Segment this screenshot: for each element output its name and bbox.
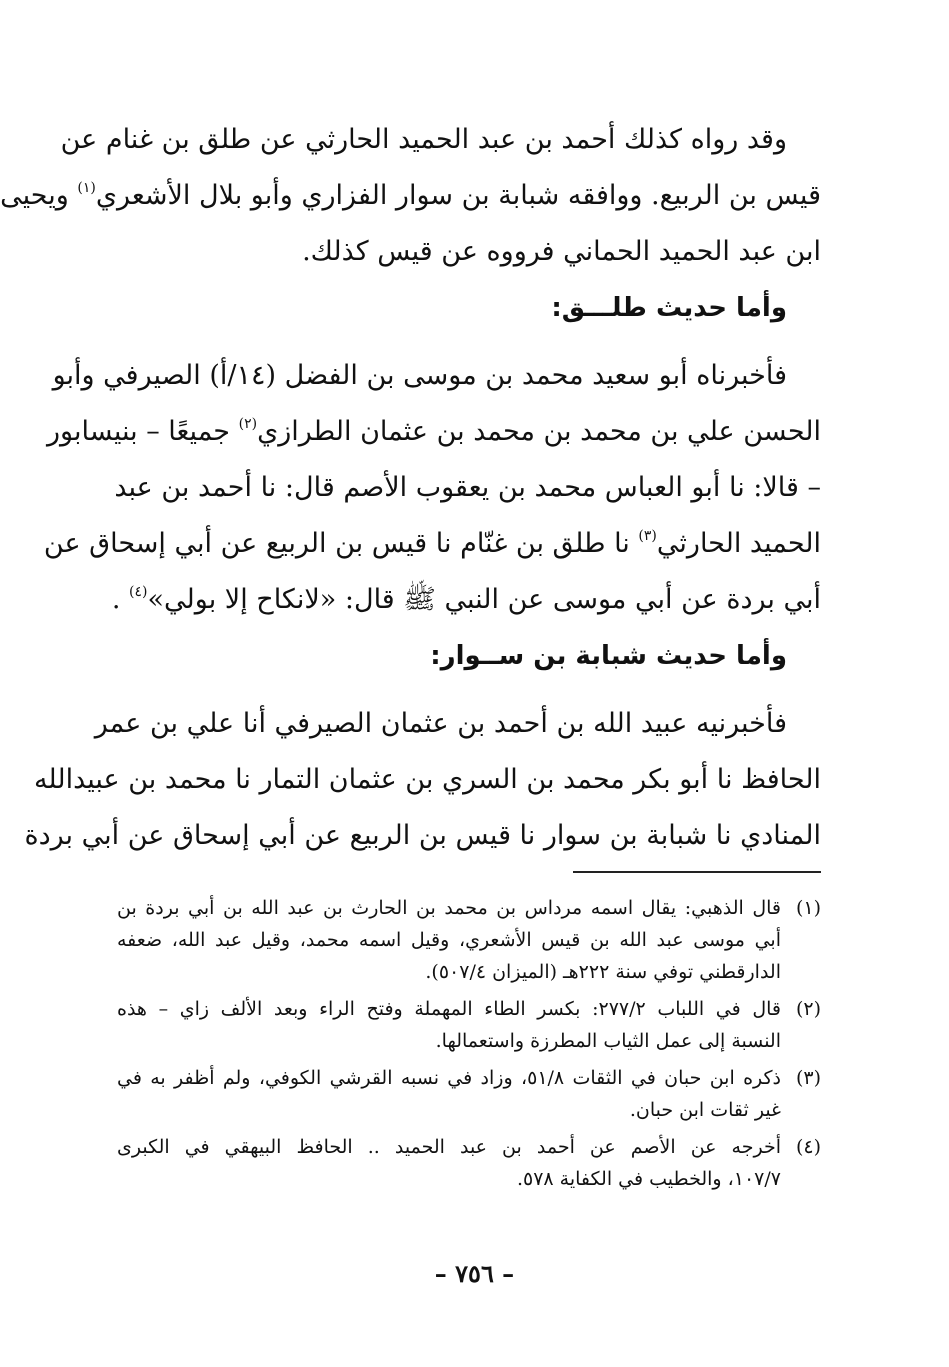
footnote — [117, 1131, 821, 1195]
text-segment: ويحيى — [0, 180, 69, 211]
text-line: وقد رواه كذلك أحمد بن عبد الحميد الحارثي عن طلق بن غنام عن — [60, 124, 787, 155]
text-segment: الحسن علي بن محمد بن محمد بن عثمان الطرازي — [257, 416, 821, 447]
footnote-text — [117, 1062, 781, 1126]
paragraph-3 — [24, 696, 821, 864]
text-line — [47, 404, 821, 460]
footnote-ref: (٢) — [238, 416, 258, 432]
text-segment: . — [111, 584, 121, 615]
text-line — [0, 168, 821, 224]
section-heading: وأما حديث طلـــق: — [551, 293, 787, 323]
footnote-ref: (٤) — [129, 584, 148, 600]
footnote-ref: (٣) — [638, 528, 657, 544]
text-segment: الحميد الحارثي — [656, 528, 821, 559]
footnote — [117, 892, 821, 988]
footnote-line: ١٠٧/٧، والخطيب في الكفاية ٥٧٨. — [516, 1168, 781, 1190]
footnote-number: (١) — [795, 897, 821, 919]
footnote-line: النسبة إلى عمل الثياب المطرزة واستعمالها. — [435, 1030, 781, 1052]
text-segment: أبي بردة عن أبي موسى عن النبي ﷺ قال: «لانكاح إلا بولي» — [147, 584, 821, 615]
text-segment: قيس بن الربيع. ووافقه شبابة بن سوار الفزاري وأبو بلال الأشعري — [95, 180, 821, 211]
text-line — [43, 516, 821, 572]
footnote-line: قال في اللباب ٢٧٧/٢: بكسر الطاء المهملة وفتح الراء وبعد الألف زاي – هذه — [117, 998, 781, 1020]
text-line — [111, 572, 821, 628]
text-line: – قالا: نا أبو العباس محمد بن يعقوب الأصم قال: نا أحمد بن عبد — [114, 472, 821, 503]
text-line: فأخبرناه أبو سعيد محمد بن موسى بن الفضل (١٤/أ) الصيرفي وأبو — [52, 360, 787, 391]
text-line: المنادي نا شبابة بن سوار نا قيس بن الربيع عن أبي إسحاق عن أبي بردة — [24, 820, 821, 851]
footnote-text — [117, 1131, 781, 1195]
text-line: فأخبرنيه عبيد الله بن أحمد بن عثمان الصيرفي أنا علي بن عمر — [94, 708, 787, 739]
text-line: الحافظ نا أبو بكر محمد بن السري بن عثمان التمار نا محمد بن عبيدالله — [33, 764, 821, 795]
footnote-line: ذكره ابن حبان في الثقات ٥١/٨، وزاد في نسبه القرشي الكوفي، ولم أظفر به في — [117, 1067, 782, 1089]
footnote-line: قال الذهبي: يقال اسمه مرداس بن محمد بن الحارث بن عبد الله بن أبي بردة بن — [117, 897, 781, 919]
text-segment: جميعًا – بنيسابور — [47, 416, 230, 447]
footnote-divider — [573, 871, 821, 873]
footnote-number: (٤) — [795, 1136, 821, 1158]
footnote-line: أخرجه عن الأصم عن أحمد بن عبد الحميد .. الحافظ البيهقي في الكبرى — [117, 1136, 781, 1158]
footnotes — [117, 892, 821, 1200]
footnote — [117, 1062, 821, 1126]
footnote-text — [117, 892, 781, 988]
paragraph-1 — [0, 112, 821, 280]
text-line: ابن عبد الحميد الحماني فرووه عن قيس كذلك. — [302, 236, 821, 267]
page-number: – ٧٥٦ – — [434, 1259, 515, 1288]
footnote-line: أبي موسى عبد الله بن قيس الأشعري، وقيل اسمه محمد، وقيل عبد الله، ضعفه — [117, 929, 781, 951]
text-segment: نا طلق بن غنّام نا قيس بن الربيع عن أبي إسحاق عن — [43, 528, 630, 559]
footnote-ref: (١) — [77, 180, 96, 196]
footnote-number: (٢) — [795, 998, 821, 1020]
footnote-line: غير ثقات ابن حبان. — [629, 1099, 781, 1121]
footnote-line: الدارقطني توفي سنة ٢٢٢هـ (الميزان ٥٠٧/٤). — [425, 961, 781, 983]
footnote-text — [117, 993, 781, 1057]
section-heading: وأما حديث شبابة بن ســوار: — [430, 641, 787, 671]
footnote — [117, 993, 821, 1057]
main-text — [0, 112, 821, 864]
footnote-number: (٣) — [795, 1067, 821, 1089]
paragraph-2 — [43, 348, 821, 628]
